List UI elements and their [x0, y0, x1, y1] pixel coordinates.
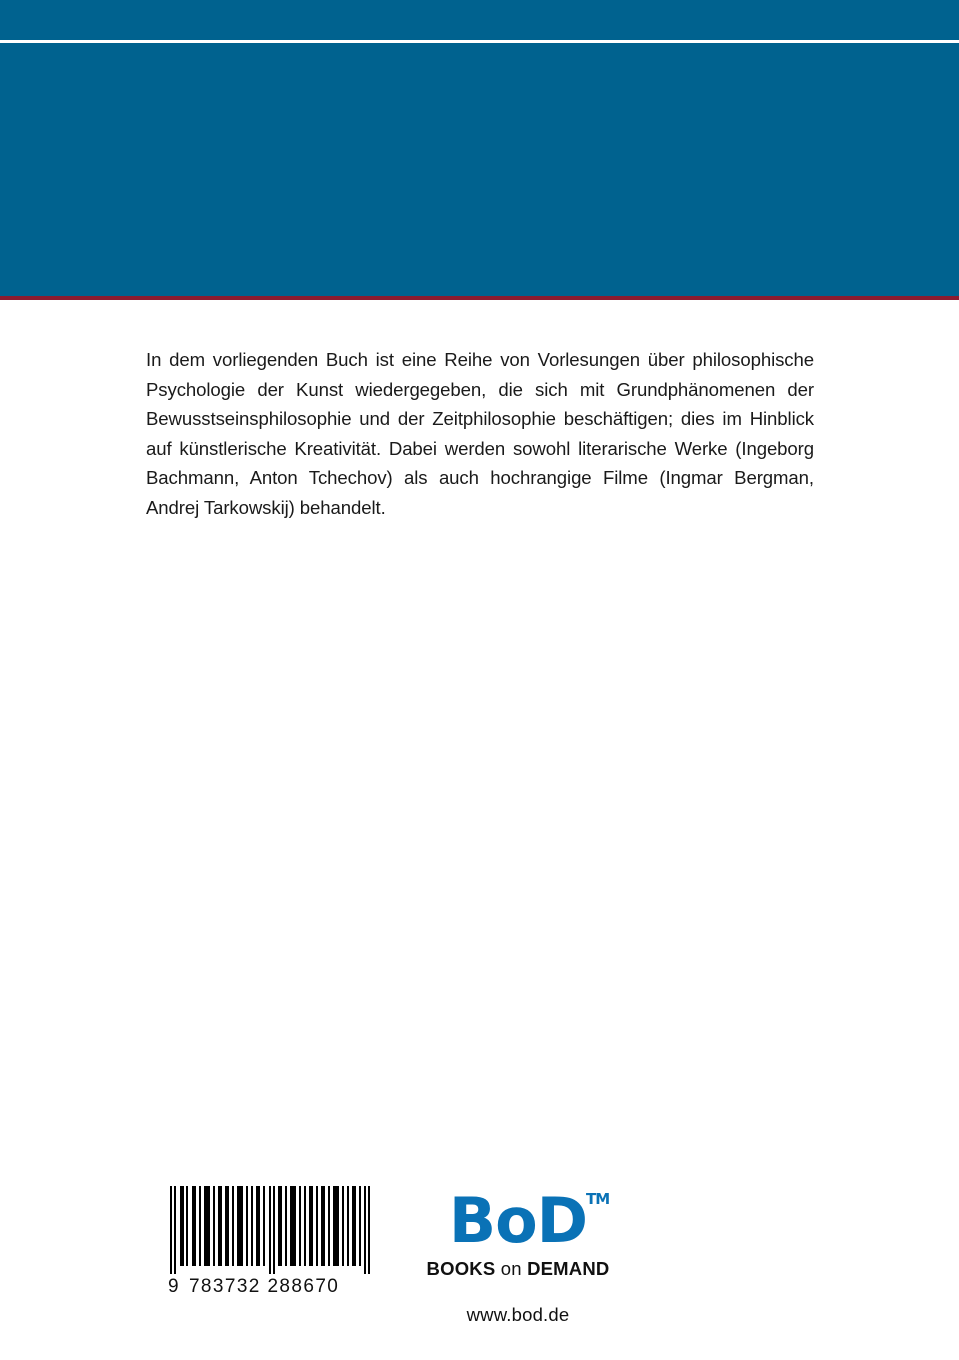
top-white-rule	[0, 40, 959, 43]
panel-bottom-accent-rule	[0, 296, 959, 300]
tagline-on: on	[500, 1258, 522, 1279]
back-cover-blurb: In dem vorliegenden Buch ist eine Reihe von Vorlesungen über philosophische Psychologie der Kunst wiedergegeben, die sich mit Grundphänomenen der Bewusstseinsphilosophie und der Zeitphilosophie beschäftigen; dies im Hinblick auf künstlerische Kreativität. Dabei werden sowohl literarische Werke (Ingeborg Bachmann, Anton Tchechov) als auch hochrangige Filme (Ingmar Bergman, Andrej Tarkowskij) behandelt.	[146, 349, 814, 518]
publisher-block	[418, 1184, 618, 1326]
publisher-url: www.bod.de	[466, 1304, 570, 1325]
barcode-lead-digit: 9	[168, 1276, 180, 1297]
barcode-block	[168, 1186, 380, 1298]
publisher-tagline	[418, 1258, 618, 1280]
barcode-image	[168, 1186, 380, 1274]
barcode-digits-main: 783732 288670	[188, 1276, 340, 1297]
tagline-demand: DEMAND	[527, 1258, 610, 1279]
bod-logo	[448, 1184, 610, 1257]
bod-logo-text: BoD	[448, 1184, 588, 1257]
barcode-number	[168, 1276, 380, 1298]
trademark-symbol: TM	[585, 1190, 610, 1208]
tagline-books: BOOKS	[426, 1258, 496, 1279]
top-color-panel	[0, 0, 959, 296]
